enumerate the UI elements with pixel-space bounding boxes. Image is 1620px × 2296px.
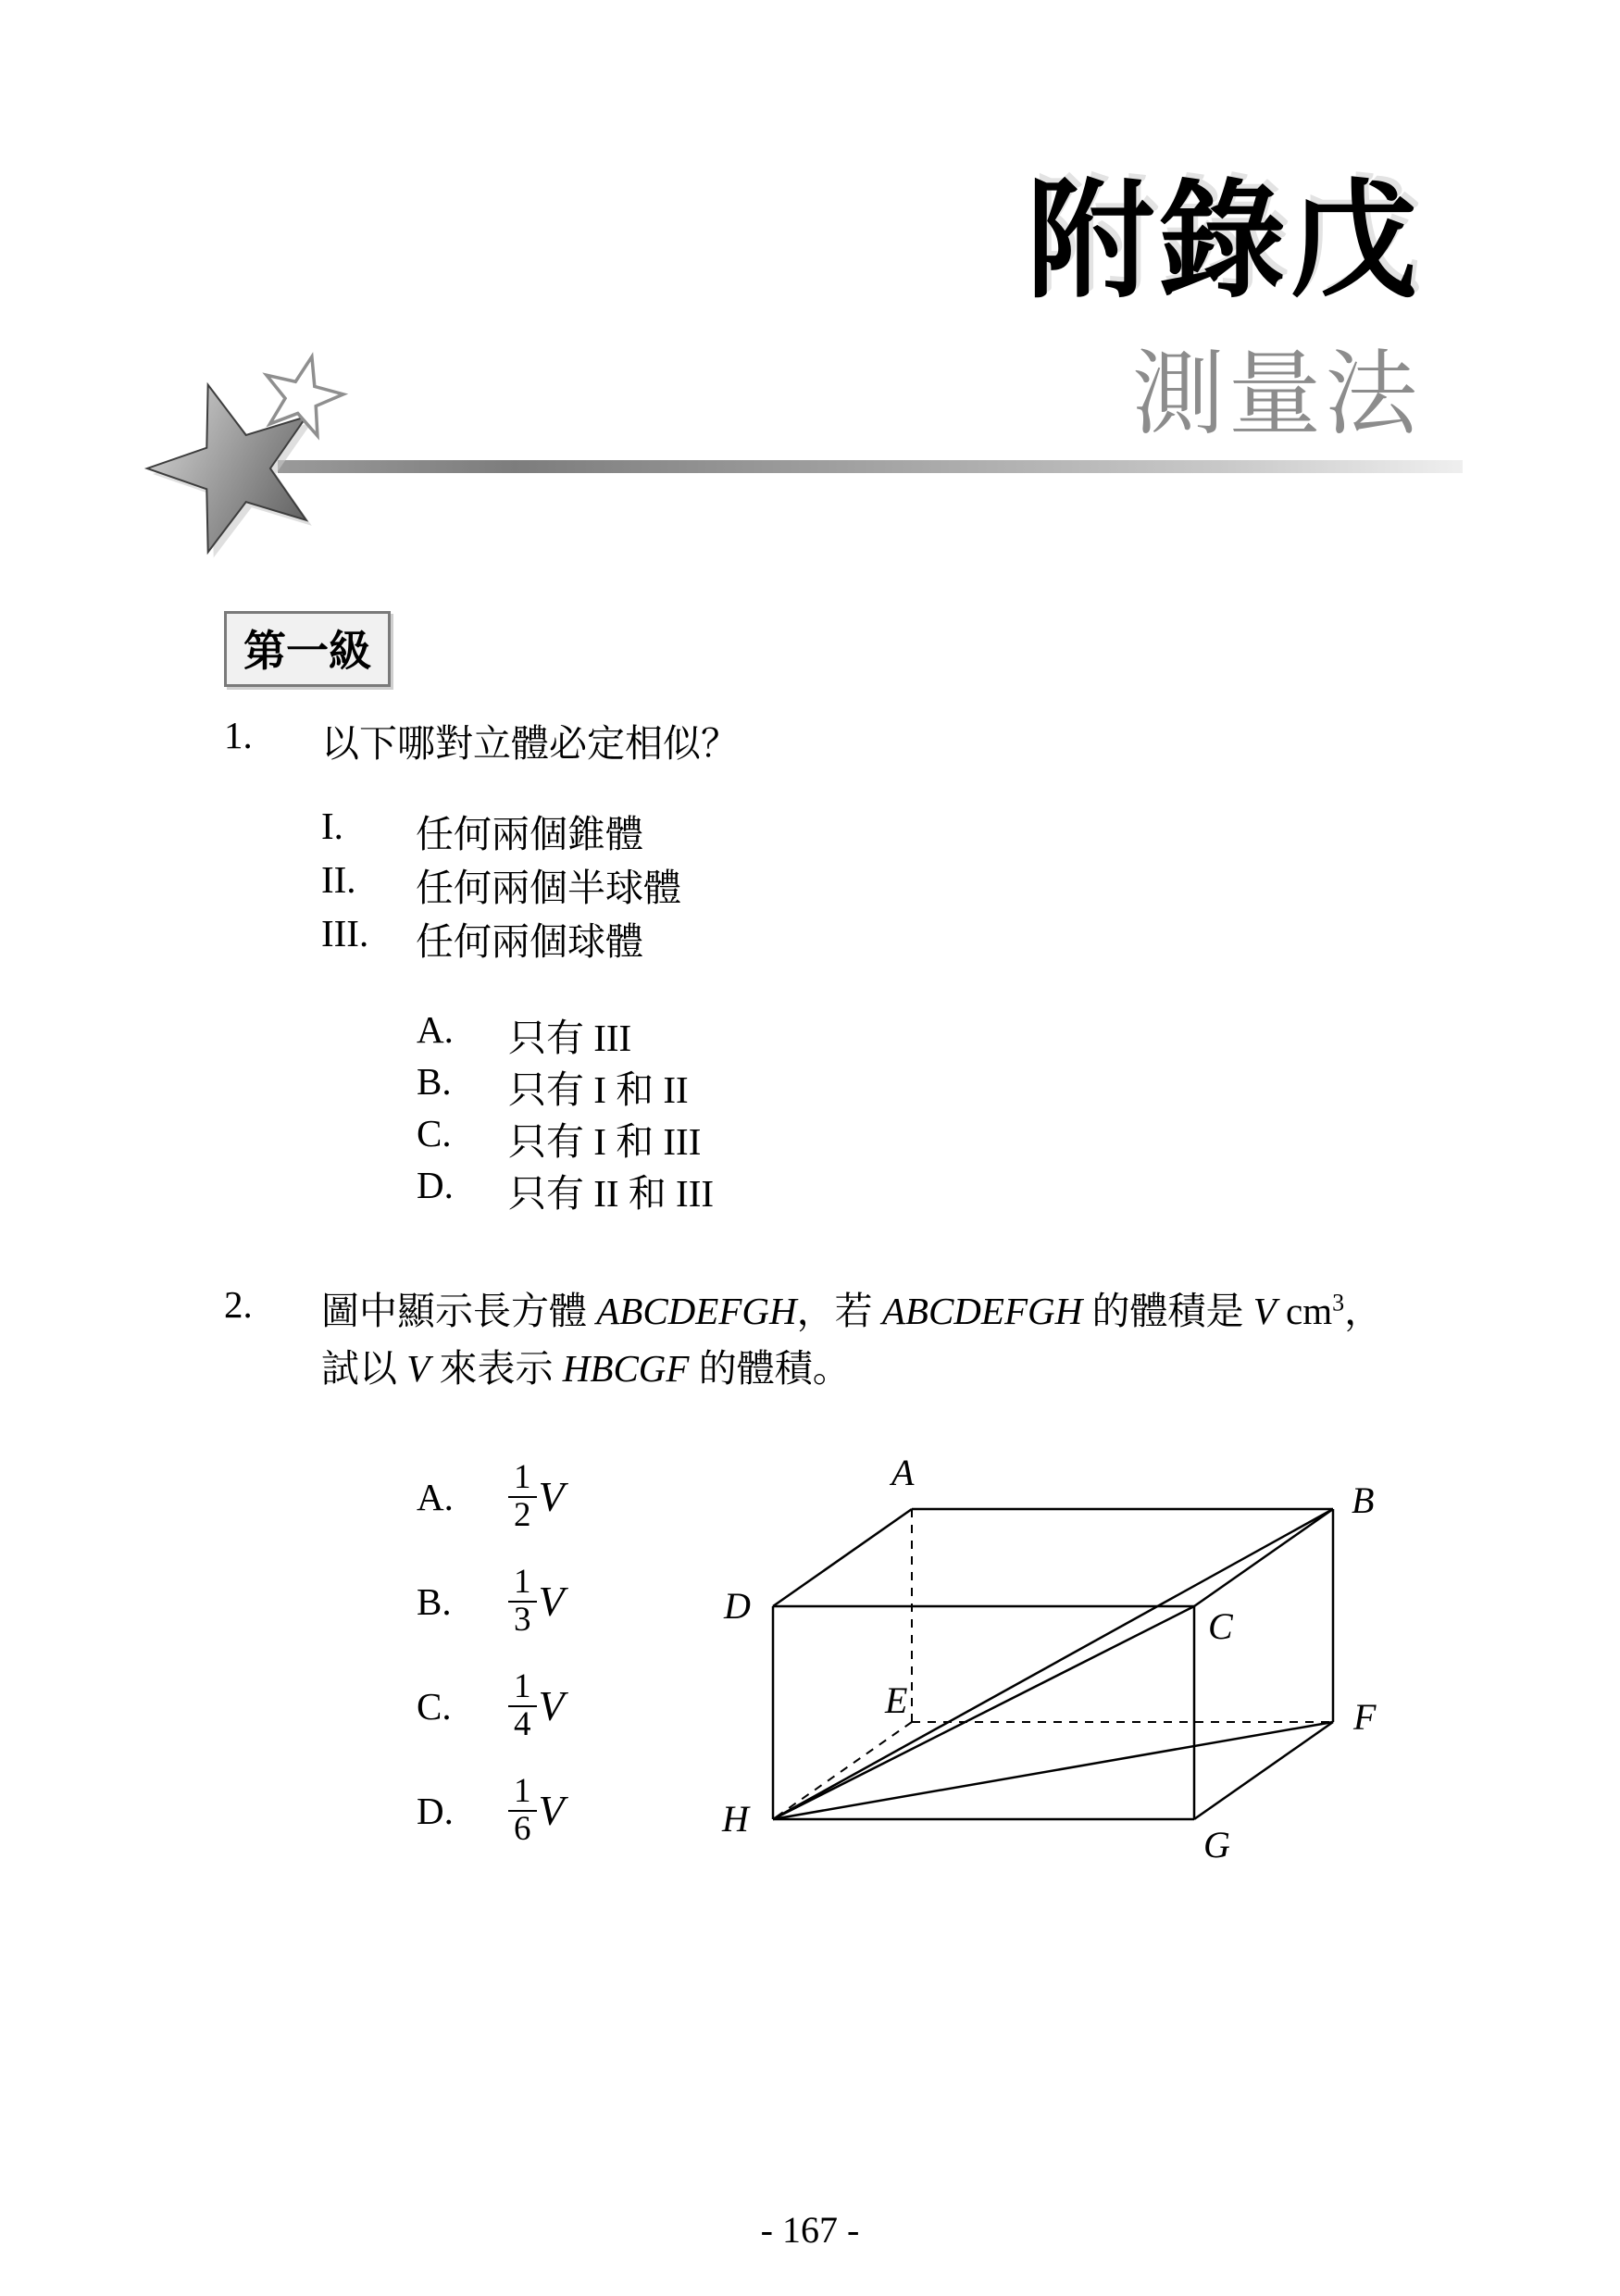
q2-seg-italic: ABCDEFGH [881, 1290, 1083, 1332]
q2-seg: ，若 [796, 1290, 882, 1332]
fraction [508, 1562, 537, 1639]
option-letter: A. [417, 1475, 454, 1518]
statement-row [321, 804, 681, 857]
fraction-numerator: 1 [514, 1666, 531, 1705]
vertex-label-F: F [1353, 1696, 1377, 1738]
vertex-label-A: A [891, 1452, 915, 1493]
fraction-denominator: 3 [508, 1601, 537, 1639]
page-number: - 167 - [760, 2209, 860, 2251]
vertex-label-D: D [724, 1585, 751, 1627]
option-row [417, 1111, 714, 1163]
option-row [417, 1059, 714, 1111]
fraction [508, 1666, 537, 1743]
q2-seg-italic: HBCGF [562, 1347, 690, 1390]
statement-row [321, 857, 681, 911]
option-letter: D. [417, 1789, 454, 1832]
statement-text: 任何兩個錐體 [416, 813, 643, 855]
question-1-statements [321, 804, 681, 965]
q2-seg-italic: V [406, 1347, 430, 1390]
q2-seg: 圖中顯示長方體 [321, 1290, 597, 1332]
option-row [417, 1007, 714, 1059]
option-row [417, 1549, 565, 1653]
fraction-denominator: 4 [508, 1705, 537, 1743]
statement-text: 任何兩個半球體 [416, 867, 681, 909]
q2-seg: 試以 [321, 1347, 407, 1390]
option-letter: B. [417, 1060, 452, 1103]
q2-seg-italic: V [1252, 1290, 1277, 1332]
fraction-denominator: 6 [508, 1810, 537, 1848]
option-text: 只有 I 和 III [508, 1120, 702, 1163]
option-row [417, 1163, 714, 1215]
option-letter: A. [417, 1008, 454, 1051]
fraction-variable: V [538, 1787, 565, 1834]
fraction [508, 1771, 537, 1848]
q2-seg: 來表示 [430, 1347, 563, 1390]
option-letter: C. [417, 1684, 452, 1728]
question-2 [224, 1282, 1414, 1397]
star-decoration [111, 352, 361, 569]
question-1 [224, 713, 739, 767]
option-text: 只有 I 和 II [508, 1068, 689, 1111]
fraction [508, 1457, 537, 1534]
vertex-label-B: B [1352, 1479, 1375, 1521]
q2-seg: ， [1344, 1290, 1383, 1332]
option-row [417, 1653, 565, 1758]
option-text: 只有 II 和 III [508, 1172, 715, 1215]
question-2-text [321, 1282, 1414, 1397]
question-2-options [417, 1444, 565, 1863]
q2-seg-italic: ABCDEFGH [596, 1290, 797, 1332]
page-title: 附錄戊 [1026, 167, 1421, 316]
vertex-label-G: G [1203, 1824, 1230, 1866]
fraction-variable: V [538, 1473, 565, 1520]
fraction-denominator: 2 [508, 1496, 537, 1534]
option-letter: C. [417, 1112, 452, 1154]
section-level-badge: 第一級 [224, 611, 391, 687]
star-icon [111, 352, 361, 569]
header-divider-bar [278, 460, 1463, 473]
option-row [417, 1758, 565, 1863]
question-1-options [417, 1007, 714, 1215]
vertex-label-C: C [1208, 1605, 1233, 1647]
fraction-numerator: 1 [514, 1562, 531, 1601]
statement-numeral: II. [321, 858, 356, 901]
vertex-label-E: E [885, 1679, 908, 1721]
statement-text: 任何兩個球體 [416, 920, 643, 963]
fraction-numerator: 1 [514, 1457, 531, 1496]
statement-row [321, 911, 681, 965]
statement-numeral: I. [321, 805, 343, 847]
q2-seg: cm [1276, 1290, 1333, 1332]
question-2-number: 2. [224, 1283, 253, 1326]
cuboid-diagram [704, 1449, 1435, 1884]
q2-seg: 的體積是 [1082, 1290, 1253, 1332]
fraction-variable: V [538, 1578, 565, 1625]
vertex-label-H: H [722, 1798, 749, 1840]
q2-seg: 的體積。 [689, 1347, 851, 1390]
cuboid-figure [704, 1449, 1435, 1884]
question-1-number: 1. [224, 714, 253, 756]
fraction-variable: V [538, 1682, 565, 1729]
q2-superscript: 3 [1332, 1289, 1345, 1316]
page-subtitle: 測量法 [1132, 340, 1421, 448]
question-1-text: 以下哪對立體必定相似？ [321, 722, 739, 765]
statement-numeral: III. [321, 912, 369, 955]
option-text: 只有 III [508, 1017, 632, 1059]
fraction-numerator: 1 [514, 1771, 531, 1810]
option-row [417, 1444, 565, 1549]
option-letter: D. [417, 1164, 454, 1206]
option-letter: B. [417, 1579, 452, 1623]
